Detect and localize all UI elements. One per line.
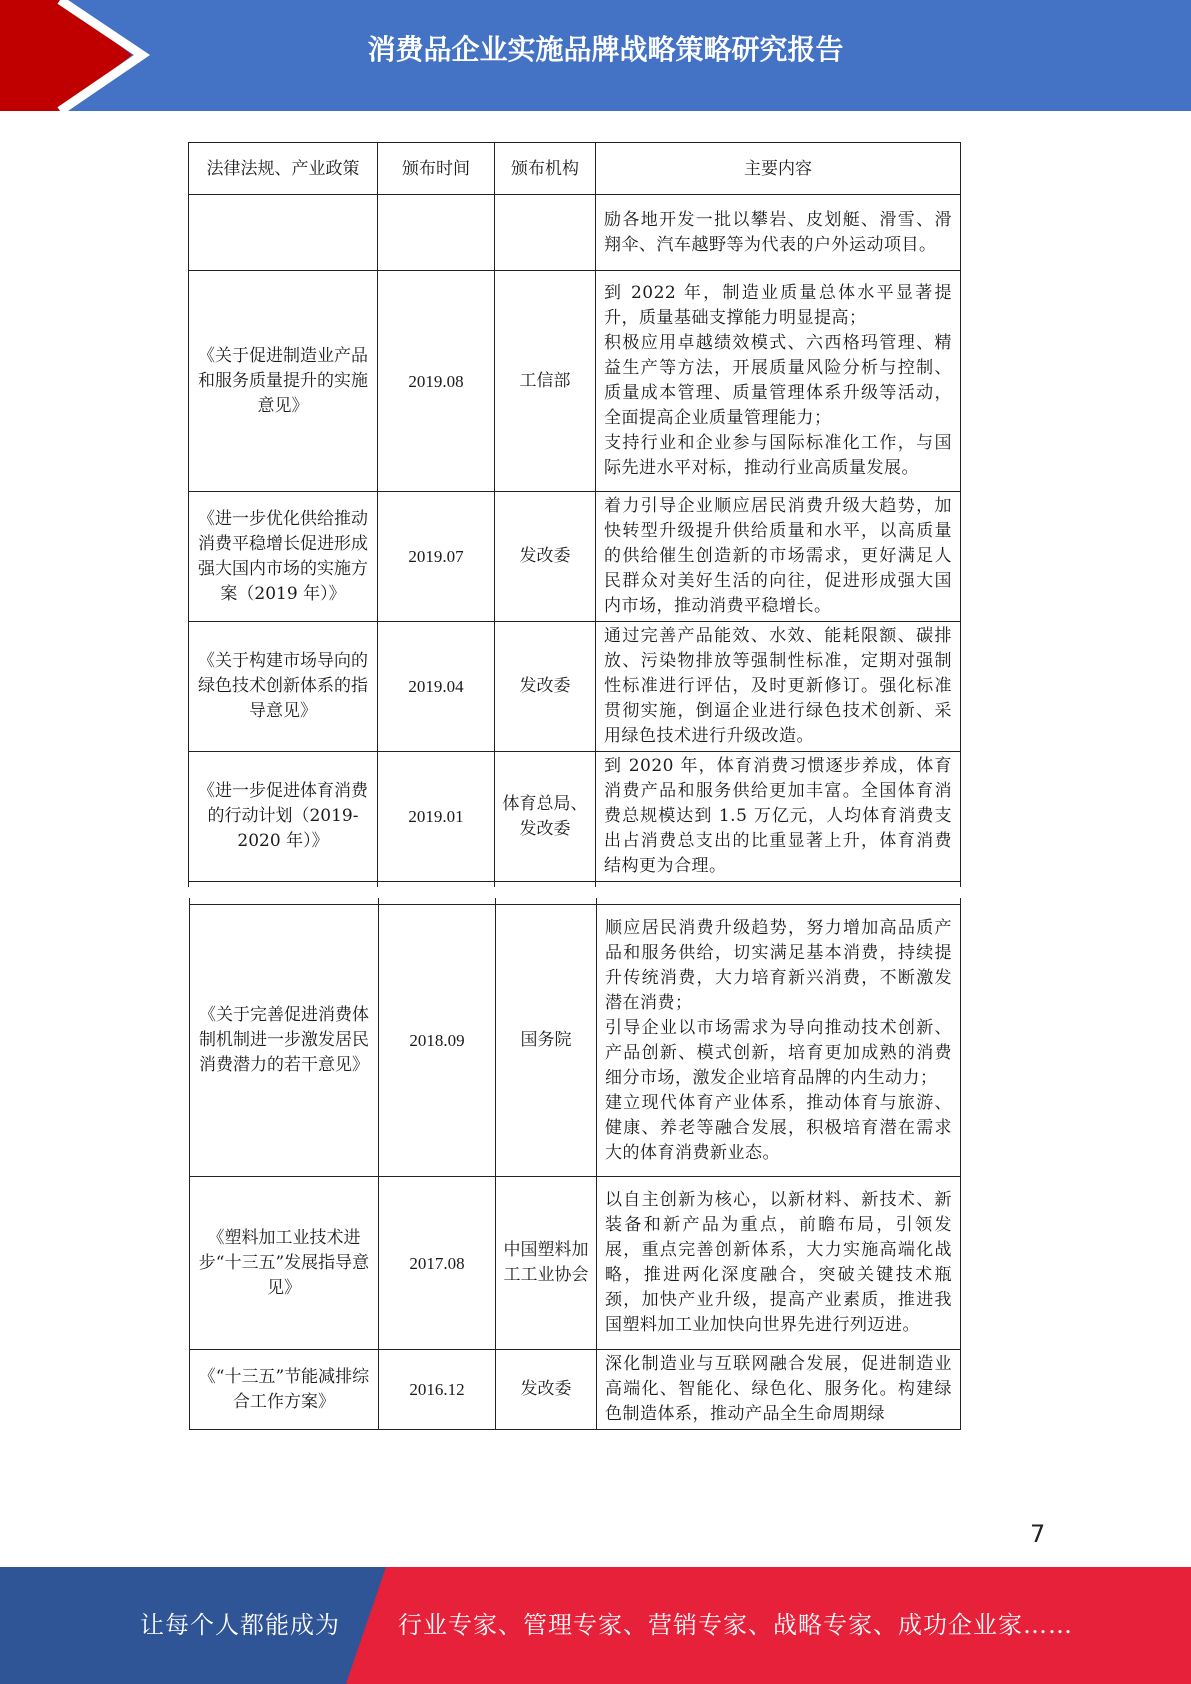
content-paragraph: 以自主创新为核心，以新材料、新技术、新装备和新产品为重点，前瞻布局，引领发展，重点完善创新体系，大力实施高端化战略，推进两化深度融合，突破关键技术瓶颈，加快产业升级，提高产业素质，推进我国塑料加工业加快向世界先进行列迈进。 <box>605 1190 952 1335</box>
policy-date: 2017.08 <box>379 1177 496 1350</box>
table-row <box>189 622 961 752</box>
content-paragraph: 到 2022 年，制造业质量总体水平显著提升，质量基础支撑能力明显提高； <box>604 283 952 328</box>
policy-content <box>597 1177 961 1350</box>
content-paragraph: 深化制造业与互联网融合发展，促进制造业高端化、智能化、绿色化、服务化。构建绿色制造体系，推动产品全生命周期绿 <box>605 1354 952 1424</box>
page-header <box>0 0 1191 111</box>
policy-table-part1 <box>188 142 961 887</box>
policy-org: 发改委 <box>495 492 596 622</box>
policy-org: 国务院 <box>496 905 597 1177</box>
policy-date: 2016.12 <box>379 1350 496 1430</box>
policy-org: 发改委 <box>495 622 596 752</box>
header-law: 法律法规、产业政策 <box>189 143 378 195</box>
content-paragraph: 支持行业和企业参与国际标准化工作，与国际先进水平对标，推动行业高质量发展。 <box>604 433 952 478</box>
content-paragraph: 励各地开发一批以攀岩、皮划艇、滑雪、滑翔伞、汽车越野等为代表的户外运动项目。 <box>604 209 952 255</box>
content-paragraph: 顺应居民消费升级趋势，努力增加高品质产品和服务供给，切实满足基本消费，持续提升传统消费，大力培育新兴消费，不断激发潜在消费； <box>605 917 952 1013</box>
table-row <box>189 752 961 882</box>
report-title: 消费品企业实施品牌战略策略研究报告 <box>367 33 844 66</box>
policy-content <box>596 752 961 882</box>
policy-date <box>378 195 495 271</box>
policy-org: 中国塑料加工工业协会 <box>496 1177 597 1350</box>
table-row <box>189 492 961 622</box>
policy-org <box>495 195 596 271</box>
policy-name: 《关于完善促进消费体制机制进一步激发居民消费潜力的若干意见》 <box>190 905 379 1177</box>
footer-slogan-left: 让每个人都能成为 <box>140 1611 340 1639</box>
content-paragraph: 到 2020 年，体育消费习惯逐步养成，体育消费产品和服务供给更加丰富。全国体育消费总规模达到 1.5 万亿元，人均体育消费支出占消费总支出的比重显著上升，体育消费结构更为合理。 <box>604 756 952 876</box>
policy-date: 2019.04 <box>378 622 495 752</box>
table-cut-edge <box>189 882 961 888</box>
policy-org: 体育总局、发改委 <box>495 752 596 882</box>
policy-date: 2019.01 <box>378 752 495 882</box>
policy-name: 《进一步优化供给推动消费平稳增长促进形成强大国内市场的实施方案（2019 年）》 <box>189 492 378 622</box>
policy-content <box>596 271 961 492</box>
policy-table-part2 <box>189 898 961 1430</box>
header-date: 颁布时间 <box>378 143 495 195</box>
content-paragraph: 引导企业以市场需求为导向推动技术创新、产品创新、模式创新，培育更加成熟的消费细分市场，激发企业培育品牌的内生动力； <box>605 1017 952 1088</box>
policy-date: 2019.07 <box>378 492 495 622</box>
policy-content <box>597 905 961 1177</box>
footer-slogan-right: 行业专家、管理专家、营销专家、战略专家、成功企业家…… <box>398 1611 1073 1639</box>
policy-content <box>596 195 961 271</box>
table-row <box>190 905 961 1177</box>
page-number: 7 <box>1030 1520 1046 1548</box>
content-paragraph: 通过完善产品能效、水效、能耗限额、碳排放、污染物排放等强制性标准，定期对强制性标准进行评估，及时更新修订。强化标准贯彻实施，倒逼企业进行绿色技术创新、采用绿色技术进行升级改造。 <box>604 626 952 746</box>
table-row <box>190 1177 961 1350</box>
header-content: 主要内容 <box>596 143 961 195</box>
policy-name: 《塑料加工业技术进步“十三五”发展指导意见》 <box>190 1177 379 1350</box>
content-paragraph: 建立现代体育产业体系，推动体育与旅游、健康、养老等融合发展，积极培育潜在需求大的体育消费新业态。 <box>605 1092 952 1163</box>
table-row <box>189 271 961 492</box>
table-row <box>189 195 961 271</box>
policy-date: 2019.08 <box>378 271 495 492</box>
content-paragraph: 积极应用卓越绩效模式、六西格玛管理、精益生产等方法，开展质量风险分析与控制、质量成本管理、质量管理体系升级等活动，全面提高企业质量管理能力； <box>604 333 952 428</box>
policy-name: 《关于促进制造业产品和服务质量提升的实施意见》 <box>189 271 378 492</box>
policy-org: 工信部 <box>495 271 596 492</box>
policy-date: 2018.09 <box>379 905 496 1177</box>
policy-name <box>189 195 378 271</box>
policy-name: 《“十三五”节能减排综合工作方案》 <box>190 1350 379 1430</box>
table-header-row <box>189 143 961 195</box>
policy-content <box>596 492 961 622</box>
policy-content <box>596 622 961 752</box>
table-row <box>190 1350 961 1430</box>
policy-name: 《关于构建市场导向的绿色技术创新体系的指导意见》 <box>189 622 378 752</box>
content-paragraph: 着力引导企业顺应居民消费升级大趋势，加快转型升级提升供给质量和水平，以高质量的供给催生创造新的市场需求，更好满足人民群众对美好生活的向往，促进形成强大国内市场，推动消费平稳增长。 <box>604 496 952 616</box>
policy-org: 发改委 <box>496 1350 597 1430</box>
policy-content <box>597 1350 961 1430</box>
header-org: 颁布机构 <box>495 143 596 195</box>
policy-name: 《进一步促进体育消费的行动计划（2019-2020 年）》 <box>189 752 378 882</box>
page-footer <box>0 1567 1191 1684</box>
